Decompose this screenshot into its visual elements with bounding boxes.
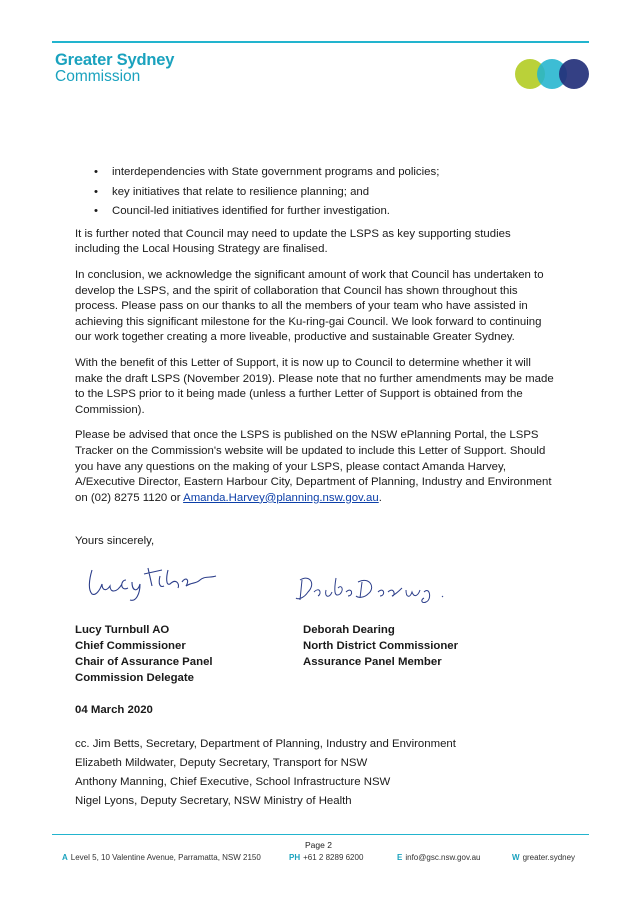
initiative-bullets xyxy=(75,165,555,220)
cc-item: Nigel Lyons, Deputy Secretary, NSW Ministry of Health xyxy=(75,795,352,807)
signer-left-delegate: Commission Delegate xyxy=(75,672,195,684)
footer-address-key: A xyxy=(62,853,68,862)
signature-lucy-turnbull xyxy=(86,562,226,602)
cc-item: Elizabeth Mildwater, Deputy Secretary, Transport for NSW xyxy=(75,757,368,769)
signer-left-role: Chair of Assurance Panel xyxy=(75,656,213,668)
cc-list xyxy=(75,735,456,811)
footer-web-value[interactable]: greater.sydney xyxy=(522,853,576,862)
signer-right-name: Deborah Dearing xyxy=(303,624,395,636)
footer-web xyxy=(512,853,575,862)
footer-address xyxy=(62,853,261,862)
page-number: Page 2 xyxy=(305,840,332,850)
signer-right-title: North District Commissioner xyxy=(303,640,459,652)
paragraph-advised-end: . xyxy=(378,491,382,504)
list-item: • key initiatives that relate to resilience planning; and xyxy=(75,185,555,201)
brand-line1: Greater Sydney xyxy=(55,51,175,69)
signer-right-role: Assurance Panel Member xyxy=(303,656,442,668)
footer-email xyxy=(397,853,480,862)
footer-phone-key: PH xyxy=(289,853,301,862)
signer-left-title: Chief Commissioner xyxy=(75,640,186,652)
paragraph-advised-text: Please be advised that once the LSPS is published on the NSW ePlanning Portal, the LSPS Tracker on the Commission's website will be updated to include this Letter of Support. Should you have any questions on the making of your LSPS, please contact Amanda Harvey, A/Executive Director, Eastern Harbour City, Department of Planning, Industry and Environment on (02) 8275 1120 or xyxy=(75,429,552,504)
cc-item: cc. Jim Betts, Secretary, Department of Planning, Industry and Environment xyxy=(75,738,456,750)
list-item: • Council-led initiatives identified for further investigation. xyxy=(75,204,555,220)
signer-left-name: Lucy Turnbull AO xyxy=(75,624,170,636)
paragraph-benefit: With the benefit of this Letter of Support, it is now up to Council to determine whether it will make the draft LSPS (November 2019). Please note that no further amendments may be made to the LSPS prior to it being made (unless a further Letter of Support is obtained from the Commission). xyxy=(75,356,554,416)
paragraph-update: It is further noted that Council may need to update the LSPS as key supporting studies including the Local Housing Strategy are finalised. xyxy=(75,227,511,256)
header-rule xyxy=(52,41,589,43)
signer-right xyxy=(303,622,458,670)
closing-salutation: Yours sincerely, xyxy=(75,535,155,547)
commission-logo-icon xyxy=(512,56,592,92)
cc-item: Anthony Manning, Chief Executive, School Infrastructure NSW xyxy=(75,776,391,788)
footer-web-key: W xyxy=(512,853,520,862)
list-item: • interdependencies with State government programs and policies; xyxy=(75,165,555,181)
paragraph-advised xyxy=(75,428,555,506)
footer-phone xyxy=(289,853,363,862)
footer-email-value[interactable]: info@gsc.nsw.gov.au xyxy=(405,853,481,862)
footer-address-value: Level 5, 10 Valentine Avenue, Parramatta, NSW 2150 xyxy=(70,853,261,862)
footer-phone-value: +61 2 8289 6200 xyxy=(303,853,364,862)
footer-rule xyxy=(52,834,589,835)
letter-date: 04 March 2020 xyxy=(75,704,153,716)
brand-line2: Commission xyxy=(55,67,141,85)
footer-email-key: E xyxy=(397,853,403,862)
contact-email-link[interactable]: Amanda.Harvey@planning.nsw.gov.au xyxy=(183,491,379,504)
signer-left xyxy=(75,622,213,686)
brand-wordmark xyxy=(55,52,174,84)
paragraph-conclusion: In conclusion, we acknowledge the significant amount of work that Council has undertaken to develop the LSPS, and the spirit of collaboration that Council has shown throughout this process. Please pass on our thanks to all the members of your team who have assisted in achieving this significant milestone for the Ku-ring-gai Council. We look forward to continuing our work together creating a more liveable, productive and sustainable Greater Sydney. xyxy=(75,268,544,344)
signature-deborah-dearing xyxy=(292,570,462,610)
letter-body xyxy=(75,165,555,506)
